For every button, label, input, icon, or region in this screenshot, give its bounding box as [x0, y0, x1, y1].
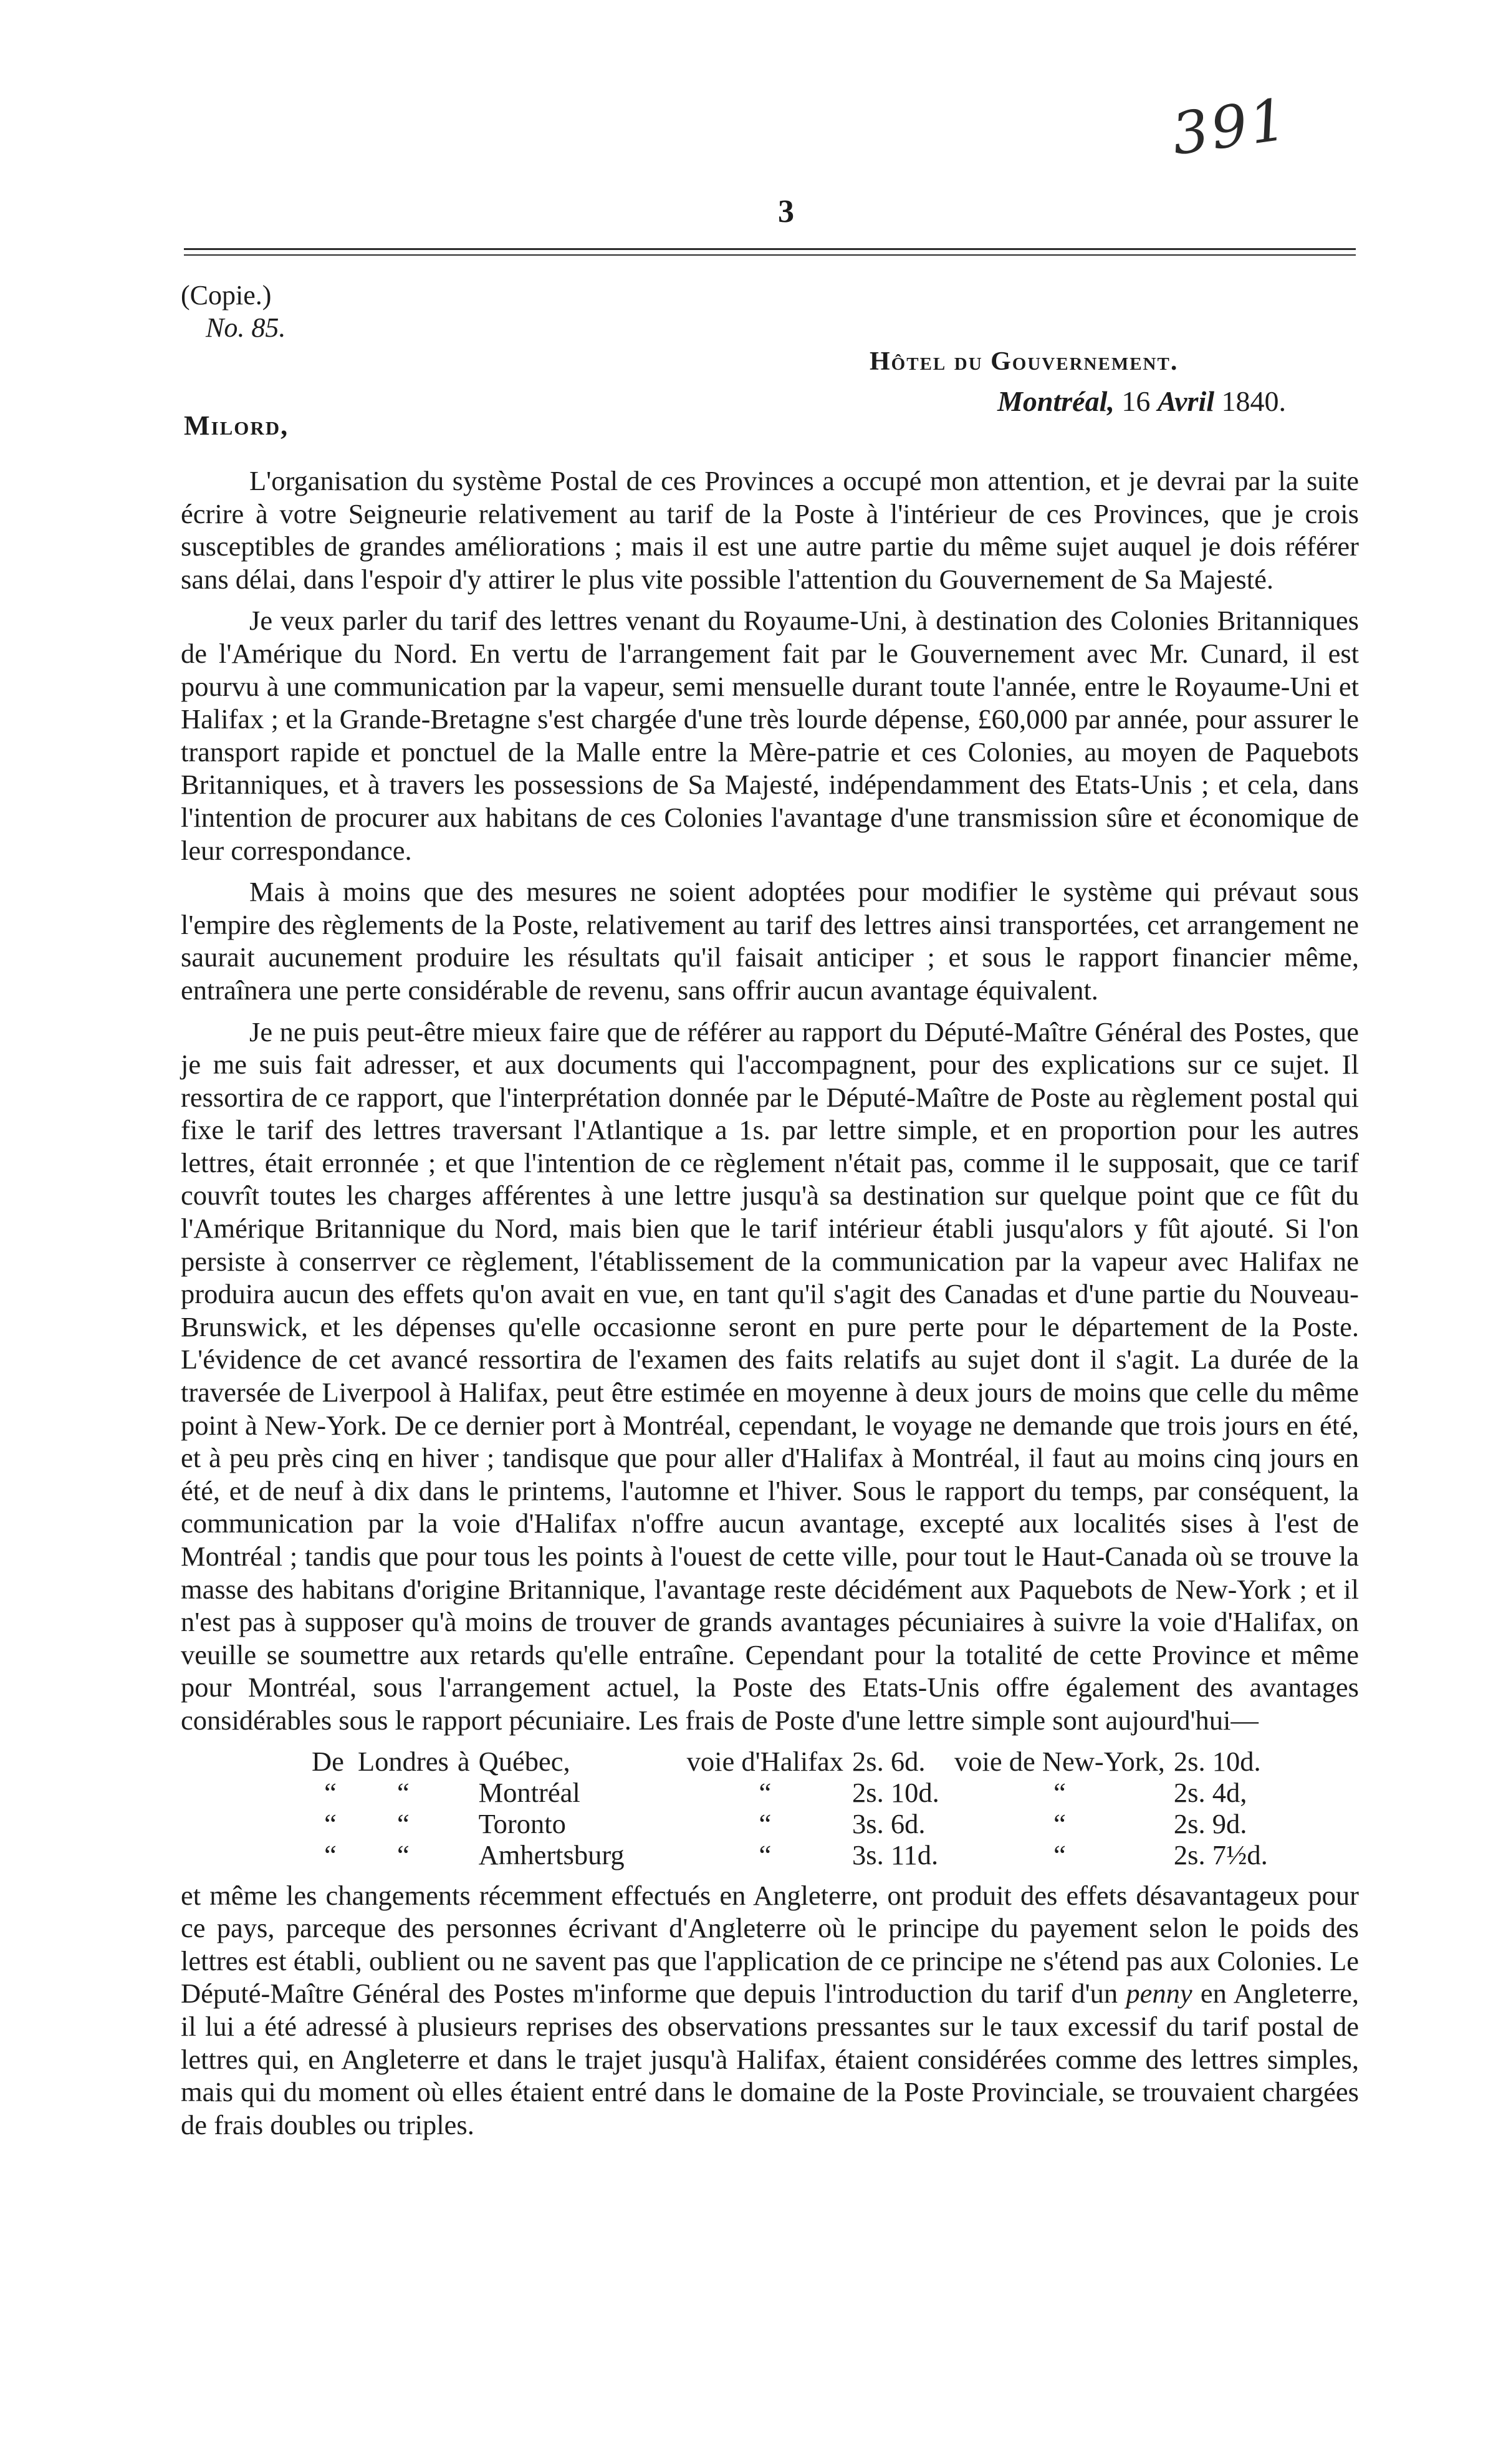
- rate-from: “: [397, 1776, 410, 1808]
- rate-newyork-amount: 2s. 7½d.: [1173, 1839, 1268, 1870]
- rate-to-word: [458, 1839, 479, 1870]
- rate-newyork-amount: 2s. 4d,: [1173, 1776, 1247, 1808]
- handwritten-folio-number: 391: [1168, 85, 1293, 168]
- sender-address: Hôtel du Gouvernement.: [870, 347, 1179, 376]
- rate-to-word: [458, 1777, 479, 1808]
- rate-halifax-amount: 3s. 11d.: [852, 1839, 939, 1870]
- paragraph-3: Mais à moins que des mesures ne soient adoptées pour modifier le système qui prévaut sous l'empire des règlements de la Poste, relativement au tarif des lettres ainsi transportées, cet arrangement ne saurait aucunement produire les résultats qu'il faisait anticiper ; et sous le rapport financier même, entraînera une perte considérable de revenu, sans offrir aucun avantage équivalent.: [181, 876, 1359, 1006]
- postage-rates-table: [312, 1746, 1277, 1870]
- rate-halifax-amount: 2s. 6d.: [852, 1745, 926, 1777]
- copy-label: (Copie.): [181, 280, 272, 310]
- date-month: Avril: [1157, 385, 1215, 417]
- salutation: Milord,: [184, 410, 289, 441]
- paragraph-5-emphasis: penny: [1126, 1978, 1192, 2009]
- rate-from: Londres: [358, 1745, 449, 1777]
- header-rule: [184, 248, 1356, 256]
- rate-city: Montréal: [478, 1776, 580, 1808]
- rate-from: “: [397, 1807, 410, 1839]
- rate-via-newyork: “: [1053, 1776, 1066, 1808]
- rate-to-word: à: [457, 1745, 470, 1777]
- rate-via-halifax: voie d'Halifax: [686, 1745, 844, 1777]
- date-day: 16: [1121, 385, 1151, 417]
- rate-row: [312, 1808, 1277, 1839]
- rate-city: Toronto: [478, 1807, 566, 1839]
- rate-via-halifax: “: [759, 1776, 772, 1808]
- rate-via-halifax: “: [759, 1807, 772, 1839]
- paragraph-1: L'organisation du système Postal de ces Provinces a occupé mon attention, et je devrai par la suite écrire à votre Seigneurie relativement au tarif de la Poste à l'intérieur de ces Provinces, que je crois susceptibles de grandes améliorations ; mais il est une autre partie du même sujet auquel je dois référer sans délai, dans l'espoir d'y attirer le plus vite possible l'attention du Gouvernement de Sa Majesté.: [181, 465, 1359, 595]
- rate-prefix: De: [312, 1745, 344, 1777]
- rate-prefix: “: [324, 1776, 337, 1808]
- letter-number: No. 85.: [206, 312, 286, 343]
- rate-halifax-amount: 3s. 6d.: [852, 1807, 926, 1839]
- rate-via-newyork: “: [1053, 1807, 1066, 1839]
- paragraph-4: Je ne puis peut-être mieux faire que de référer au rapport du Député-Maître Général des Postes, que je me suis fait adresser, et aux documents qui l'accompagnent, pour des explications sur ce sujet. Il ressortira de ce rapport, que l'interprétation donnée par le Député-Maître de Poste au règlement postal qui fixe le tarif des lettres traversant l'Atlantique a 1s. par lettre simple, et en proportion pour les autres lettres, était erronnée ; et que l'intention de ce règlement n'était pas, comme il le supposait, que ce tarif couvrît toutes les charges afférentes à une lettre jusqu'à sa destination sur quelque point que ce fût du l'Amérique Britannique du Nord, mais bien que le tarif intérieur établi jusqu'alors y fût ajouté. Si l'on persiste à conserrver ce règlement, l'établissement de la communication par la vapeur avec Halifax ne produira aucun des effets qu'on avait en vue, en tant qu'il s'agit des Canadas et d'une partie du Nouveau-Brunswick, et les dépenses qu'elle occasionne seront en pure perte pour le département de la Poste. L'évidence de cet avancé ressortira de l'examen des faits relatifs au sujet dont il s'agit. La durée de la traversée de Liverpool à Halifax, peut être estimée en moyenne à deux jours de moins que celle du même point à New-York. De ce dernier port à Montréal, cependant, le voyage ne demande que trois jours en été, et à peu près cinq en hiver ; tandisque que pour aller d'Halifax à Montréal, il faut au moins cinq jours en été, et de neuf à dix dans le printems, l'automne et l'hiver. Sous le rapport du temps, par conséquent, la communication par la voie d'Halifax n'offre aucun avantage, excepté aux localités sises à l'est de Montréal ; tandis que pour tous les points à l'ouest de cette ville, pour tout le Haut-Canada où se trouve la masse des habitans d'origine Britannique, l'avantage reste décidément aux Paquebots de New-York ; et il n'est pas à supposer qu'à moins de trouver de grands avantages pécuniaires à suivre la voie d'Halifax, on veuille se soumettre aux retards qu'elle entraîne. Cependant pour la totalité de cette Province et même pour Montréal, sous l'arrangement actuel, la Poste des Etats-Unis offre également des avantages considérables sous le rapport pécuniaire. Les frais de Poste d'une lettre simple sont aujourd'hui—: [181, 1016, 1359, 1736]
- rate-prefix: “: [324, 1839, 337, 1870]
- rate-city: Amhertsburg: [478, 1839, 625, 1870]
- rate-city: Québec,: [478, 1745, 570, 1777]
- rate-halifax-amount: 2s. 10d.: [852, 1776, 939, 1808]
- rate-via-halifax: “: [759, 1839, 772, 1870]
- rate-from: “: [397, 1839, 410, 1870]
- rate-newyork-amount: 2s. 9d.: [1173, 1807, 1247, 1839]
- date-year: 1840.: [1221, 385, 1287, 417]
- rate-row: [312, 1839, 1277, 1870]
- paragraph-2: Je veux parler du tarif des lettres venant du Royaume-Uni, à destination des Colonies Britanniques de l'Amérique du Nord. En vertu de l'arrangement fait par le Gouvernement avec Mr. Cunard, il est pourvu à une communication par la vapeur, semi mensuelle durant toute l'année, entre le Royaume-Uni et Halifax ; et la Grande-Bretagne s'est chargée d'une très lourde dépense, £60,000 par année, pour assurer le transport rapide et ponctuel de la Malle entre la Mère-patrie et ces Colonies, au moyen de Paquebots Britanniques, et à travers les possessions de Sa Majesté, indépendamment des Etats-Unis ; et cela, dans l'intention de procurer aux habitans de ces Colonies l'avantage d'une transmission sûre et économique de leur correspondance.: [181, 605, 1359, 866]
- rate-newyork-amount: 2s. 10d.: [1173, 1745, 1261, 1777]
- rate-row: [312, 1746, 1277, 1777]
- rate-row: [312, 1777, 1277, 1808]
- rate-prefix: “: [324, 1807, 337, 1839]
- dateline: [997, 385, 1286, 418]
- letter-body: [181, 464, 1359, 2150]
- rate-to-word: [458, 1808, 479, 1839]
- page-number: 3: [778, 194, 794, 229]
- paragraph-5-part-a: et même les changements récemment effectués en Angleterre, ont produit des effets désavantageux pour ce pays, parceque des personnes écrivant d'Angleterre où le principe du payement selon le poids des lettres est établi, oublient ou ne savent pas que l'application de ce principe ne s'étend pas aux Colonies. Le Député-Maître Général des Postes m'informe que depuis l'introduction du tarif d'un: [181, 1879, 1359, 2009]
- date-place: Montréal,: [997, 385, 1115, 417]
- paragraph-5-part-b: en Angleterre, il lui a été adressé à plusieurs reprises des observations pressantes sur le taux excessif du tarif postal de lettres qui, en Angleterre et dans le trajet jusqu'à Halifax, étaient considérées comme des lettres simples, mais qui du moment où elles étaient entré dans le domaine de la Poste Provinciale, se trouvaient chargées de frais doubles ou triples.: [181, 1978, 1359, 2140]
- paragraph-5: [181, 1879, 1359, 2142]
- rate-via-newyork: “: [1053, 1839, 1066, 1870]
- rate-via-newyork: voie de New-York,: [954, 1745, 1165, 1777]
